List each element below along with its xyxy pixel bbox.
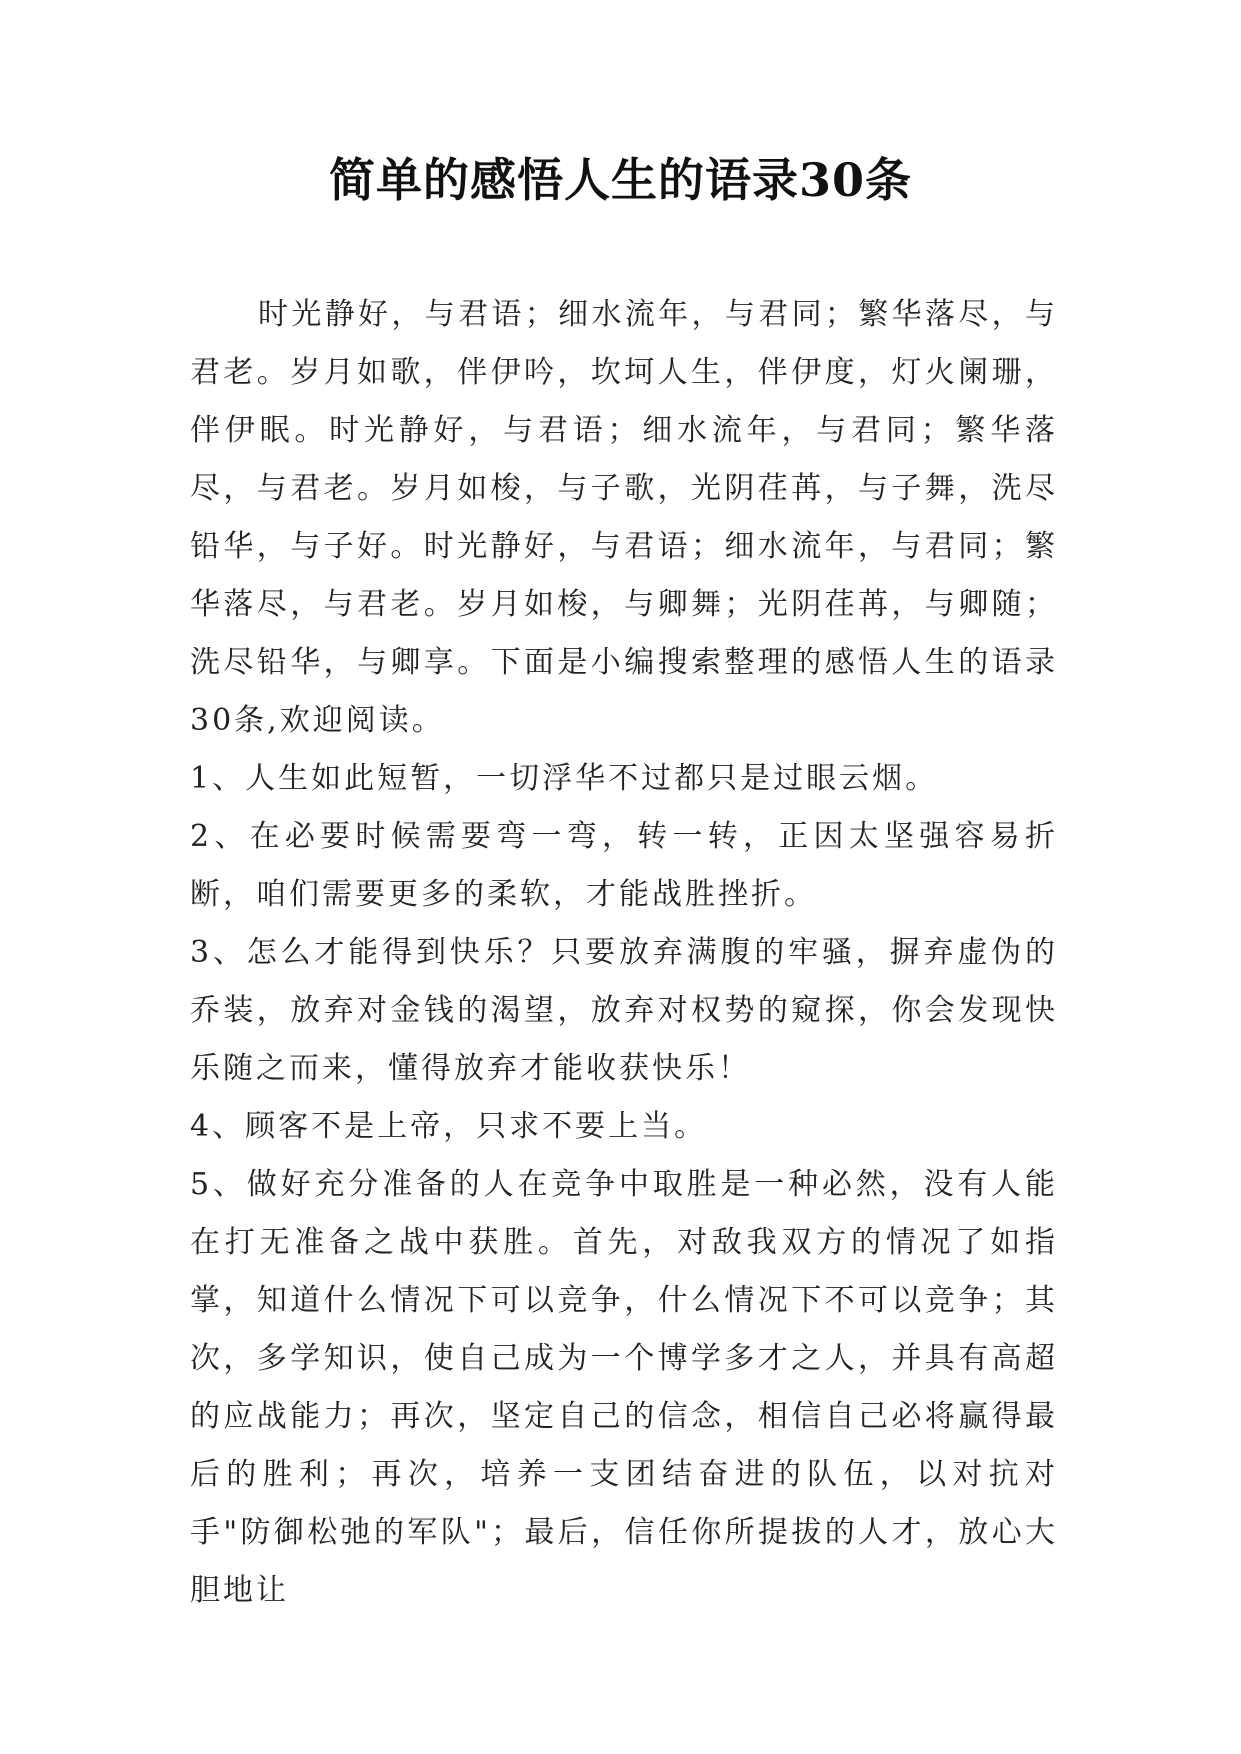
- intro-paragraph: 时光静好，与君语；细水流年，与君同；繁华落尽，与君老。岁月如歌，伴伊吟，坎坷人生，伴伊度，灯火阑珊，伴伊眠。时光静好，与君语；细水流年，与君同；繁华落尽，与君老。岁月如梭，与子歌，光阴荏苒，与子舞，洗尽铅华，与子好。时光静好，与君语；细水流年，与君同；繁华落尽，与君老。岁月如梭，与卿舞；光阴荏苒，与卿随；洗尽铅华，与卿享。下面是小编搜索整理的感悟人生的语录30条,欢迎阅读。: [190, 297, 1058, 738]
- list-item: 5、做好充分准备的人在竞争中取胜是一种必然，没有人能在打无准备之战中获胜。首先，对敌我双方的情况了如指掌，知道什么情况下可以竞争，什么情况下不可以竞争；其次，多学知识，使自己成为一个博学多才之人，并具有高超的应战能力；再次，坚定自己的信念，相信自己必将赢得最后的胜利；再次，培养一支团结奋进的队伍，以对抗对手"防御松弛的军队"；最后，信任你所提拔的人才，放心大胆地让: [190, 1167, 1058, 1608]
- page-title: 简单的感悟人生的语录30条: [328, 153, 912, 207]
- list-item: 2、在必要时候需要弯一弯，转一转，正因太坚强容易折断，咱们需要更多的柔软，才能战胜挫折。: [190, 819, 1058, 912]
- list-item: 1、人生如此短暂，一切浮华不过都只是过眼云烟。: [190, 761, 939, 796]
- document-body: [190, 286, 1058, 1620]
- list-item: 4、顾客不是上帝，只求不要上当。: [190, 1109, 708, 1144]
- list-item: 3、怎么才能得到快乐？只要放弃满腹的牢骚，摒弃虚伪的乔装，放弃对金钱的渴望，放弃对权势的窥探，你会发现快乐随之而来，懂得放弃才能收获快乐！: [190, 935, 1058, 1086]
